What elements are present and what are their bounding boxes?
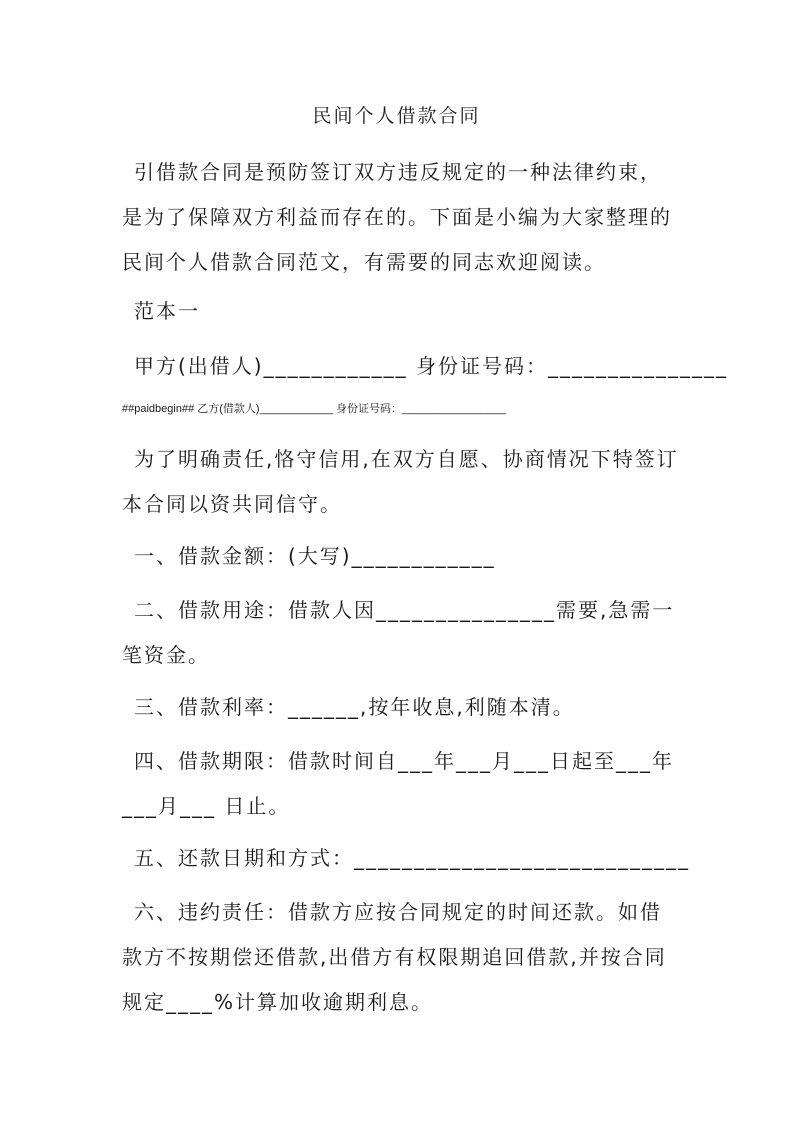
clause-5: 五、还款日期和方式：____________________________ xyxy=(134,846,690,870)
preamble-text: 为了明确责任,恪守信用,在双方自愿、协商情况下特签订本合同以资共同信守。 xyxy=(122,447,679,516)
clause-2-text: 二、借款用途：借款人因_______________需要,急需一笔资金。 xyxy=(122,598,675,667)
section-label: 范本一 xyxy=(134,299,200,323)
preamble-paragraph xyxy=(122,437,682,527)
clause-4-text: 四、借款期限：借款时间自___年___月___日起至___年___月___ 日止。 xyxy=(122,749,674,818)
party-a-line: 甲方(出借人)____________ 身份证号码：_______________ xyxy=(134,354,728,378)
clause-4-paragraph xyxy=(122,739,682,829)
document-title: 民间个人借款合同 xyxy=(312,105,481,127)
party-b-line xyxy=(122,399,506,419)
clause-6-text: 六、违约责任：借款方应按合同规定的时间还款。如借款方不按期偿还借款,出借方有权限期追回借款,并按合同规定____%计算加收逾期利息。 xyxy=(122,900,667,1014)
party-b-text: ##paidbegin## 乙方(借款人)____________ 身份证号码：_________________ xyxy=(122,403,507,415)
intro-paragraph xyxy=(122,150,682,285)
intro-text: 引借款合同是预防签订双方违反规定的一种法律约束，是为了保障双方利益而存在的。下面是小编为大家整理的民间个人借款合同范文，有需要的同志欢迎阅读。 xyxy=(122,160,672,274)
clause-3: 三、借款利率：______,按年收息,利随本清。 xyxy=(134,695,575,719)
clause-2-paragraph xyxy=(122,588,682,678)
clause-6-paragraph xyxy=(122,890,682,1025)
clause-1: 一、借款金额：(大写)____________ xyxy=(134,544,496,568)
